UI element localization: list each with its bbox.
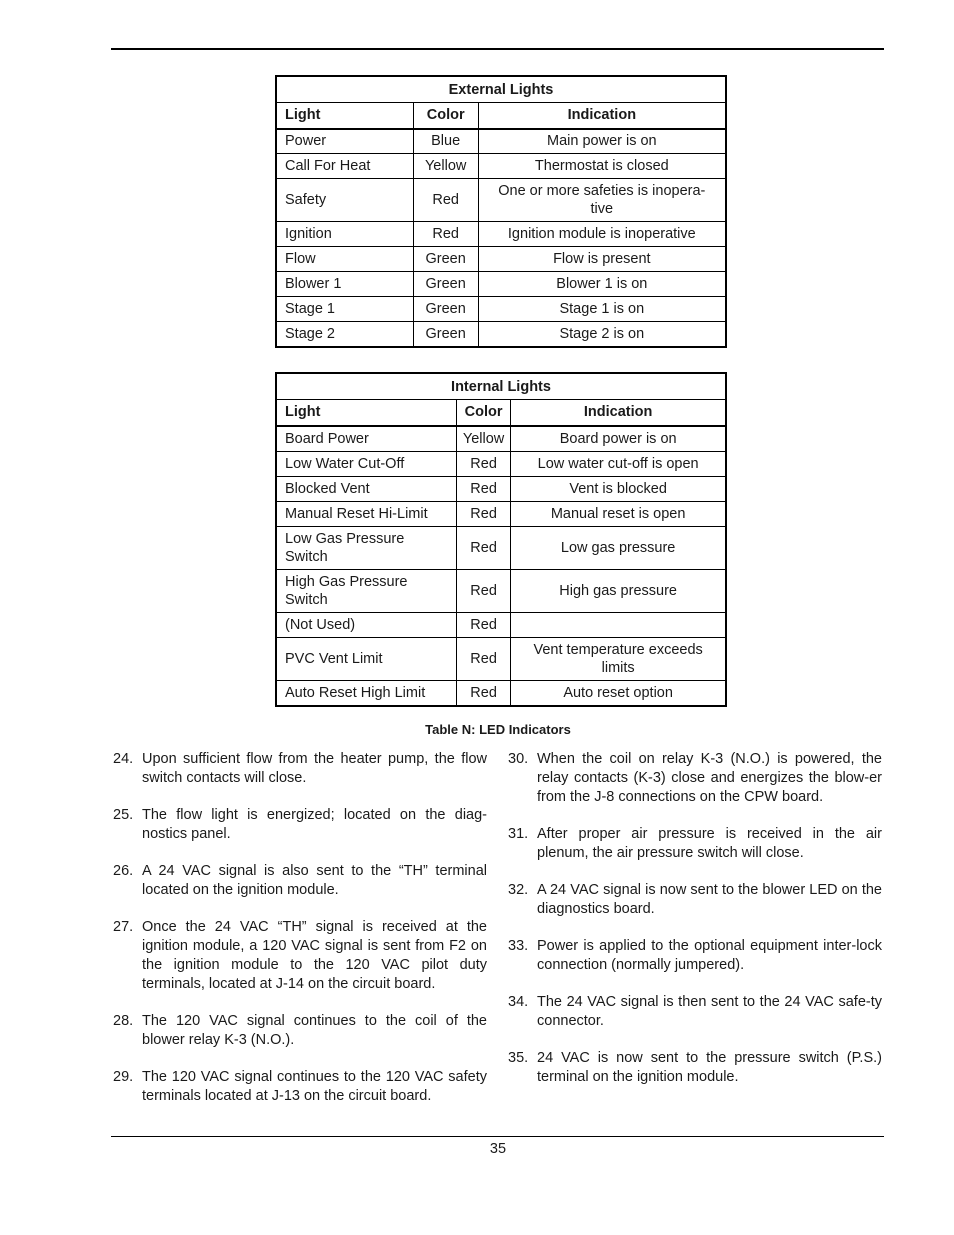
table-row (277, 477, 726, 502)
table-row (277, 222, 726, 247)
table-row (277, 154, 726, 179)
right-column (508, 750, 882, 1105)
external-lights-title: External Lights (277, 77, 726, 103)
item-text: A 24 VAC signal is now sent to the blower LED on the diagnostics board. (537, 882, 882, 917)
table-row (277, 502, 726, 527)
light-cell: Blower 1 (277, 272, 414, 297)
list-item (508, 881, 882, 919)
light-cell: Safety (277, 179, 414, 222)
column-header-indication: Indication (478, 103, 725, 129)
table-row (277, 638, 726, 681)
indication-cell: Vent temperature exceeds limits (511, 638, 726, 681)
item-text: The 24 VAC signal is then sent to the 24 VAC safe-ty connector. (537, 994, 882, 1029)
color-cell: Red (456, 502, 510, 527)
color-cell: Red (456, 570, 510, 613)
list-item (113, 750, 487, 788)
item-text: The 120 VAC signal continues to the coil of the blower relay K-3 (N.O.). (142, 1013, 487, 1048)
table-row (277, 247, 726, 272)
list-item (113, 806, 487, 844)
item-number: 33. (508, 938, 529, 954)
light-cell: PVC Vent Limit (277, 638, 457, 681)
list-item (113, 1012, 487, 1050)
light-cell: Flow (277, 247, 414, 272)
color-cell: Red (456, 477, 510, 502)
color-cell: Red (413, 179, 478, 222)
external-lights-table (276, 76, 726, 347)
indication-cell: Flow is present (478, 247, 725, 272)
light-cell: Stage 2 (277, 322, 414, 347)
table-row (277, 322, 726, 347)
table-caption: Table N: LED Indicators (425, 722, 571, 737)
list-item (508, 750, 882, 807)
item-number: 30. (508, 751, 529, 767)
internal-lights-table (276, 373, 726, 706)
item-number: 26. (113, 863, 134, 879)
light-cell: Low Gas Pressure Switch (277, 527, 457, 570)
item-number: 35. (508, 1050, 529, 1066)
item-text: 24 VAC is now sent to the pressure switch (P.S.) terminal on the ignition module. (537, 1050, 882, 1085)
item-number: 34. (508, 994, 529, 1010)
table-row (277, 527, 726, 570)
list-item (113, 918, 487, 994)
item-text: Power is applied to the optional equipment inter-lock connection (normally jumpered). (537, 938, 882, 973)
item-number: 28. (113, 1013, 134, 1029)
column-header-color: Color (413, 103, 478, 129)
light-cell: Low Water Cut-Off (277, 452, 457, 477)
item-text: A 24 VAC signal is also sent to the “TH” terminal located on the ignition module. (142, 863, 487, 898)
indication-cell: One or more safeties is inopera- tive (478, 179, 725, 222)
table-row (277, 272, 726, 297)
left-column (113, 750, 487, 1124)
indication-cell: Vent is blocked (511, 477, 726, 502)
internal-lights-body (277, 426, 726, 706)
color-cell: Blue (413, 129, 478, 154)
light-cell: Auto Reset High Limit (277, 681, 457, 706)
list-item (508, 1049, 882, 1087)
item-text: The 120 VAC signal continues to the 120 VAC safety terminals located at J-13 on the circuit board. (142, 1069, 487, 1104)
color-cell: Green (413, 297, 478, 322)
indication-cell: Ignition module is inoperative (478, 222, 725, 247)
light-cell: Ignition (277, 222, 414, 247)
color-cell: Yellow (413, 154, 478, 179)
light-cell: Manual Reset Hi-Limit (277, 502, 457, 527)
table-row (277, 179, 726, 222)
list-item (508, 937, 882, 975)
color-cell: Green (413, 322, 478, 347)
indication-cell: Board power is on (511, 426, 726, 452)
color-cell: Red (456, 638, 510, 681)
list-item (508, 825, 882, 863)
color-cell: Red (456, 452, 510, 477)
color-cell: Red (413, 222, 478, 247)
item-number: 24. (113, 751, 134, 767)
list-item (113, 862, 487, 900)
page-number: 35 (489, 1141, 507, 1157)
color-cell: Red (456, 681, 510, 706)
indication-cell: Blower 1 is on (478, 272, 725, 297)
header-rule (111, 48, 884, 50)
table-row (277, 613, 726, 638)
item-text: When the coil on relay K-3 (N.O.) is powered, the relay contacts (K-3) close and energizes the blow-er from the J-8 connections on the CPW board. (537, 751, 882, 805)
light-cell: Call For Heat (277, 154, 414, 179)
light-cell: Stage 1 (277, 297, 414, 322)
light-cell: Board Power (277, 426, 457, 452)
indication-cell: Stage 2 is on (478, 322, 725, 347)
column-header-indication: Indication (511, 400, 726, 426)
table-row (277, 426, 726, 452)
light-cell: (Not Used) (277, 613, 457, 638)
column-header-light: Light (277, 103, 414, 129)
item-number: 29. (113, 1069, 134, 1085)
color-cell: Green (413, 272, 478, 297)
table-row (277, 452, 726, 477)
column-header-light: Light (277, 400, 457, 426)
table-row (277, 129, 726, 154)
item-text: Once the 24 VAC “TH” signal is received at the ignition module, a 120 VAC signal is sent from F2 on the ignition module to the 120 VAC pilot duty terminals, located at J-14 on the circuit board. (142, 919, 487, 992)
footer-rule (111, 1136, 884, 1137)
column-header-color: Color (456, 400, 510, 426)
item-text: After proper air pressure is received in the air plenum, the air pressure switch will close. (537, 826, 882, 861)
indication-cell: Thermostat is closed (478, 154, 725, 179)
light-cell: Power (277, 129, 414, 154)
item-number: 32. (508, 882, 529, 898)
indication-cell: High gas pressure (511, 570, 726, 613)
indication-cell: Auto reset option (511, 681, 726, 706)
item-text: Upon sufficient flow from the heater pump, the flow switch contacts will close. (142, 751, 487, 786)
item-number: 27. (113, 919, 134, 935)
indication-cell: Manual reset is open (511, 502, 726, 527)
color-cell: Red (456, 527, 510, 570)
light-cell: Blocked Vent (277, 477, 457, 502)
color-cell: Green (413, 247, 478, 272)
indication-cell: Low water cut-off is open (511, 452, 726, 477)
indication-cell: Main power is on (478, 129, 725, 154)
item-text: The flow light is energized; located on the diag-nostics panel. (142, 807, 487, 842)
external-lights-body (277, 129, 726, 347)
color-cell: Red (456, 613, 510, 638)
indication-cell: Stage 1 is on (478, 297, 725, 322)
table-row (277, 297, 726, 322)
light-cell: High Gas Pressure Switch (277, 570, 457, 613)
table-row (277, 681, 726, 706)
indication-cell: Low gas pressure (511, 527, 726, 570)
item-number: 31. (508, 826, 529, 842)
indication-cell (511, 613, 726, 638)
table-row (277, 570, 726, 613)
item-number: 25. (113, 807, 134, 823)
internal-lights-title: Internal Lights (277, 374, 726, 400)
color-cell: Yellow (456, 426, 510, 452)
list-item (508, 993, 882, 1031)
list-item (113, 1068, 487, 1106)
